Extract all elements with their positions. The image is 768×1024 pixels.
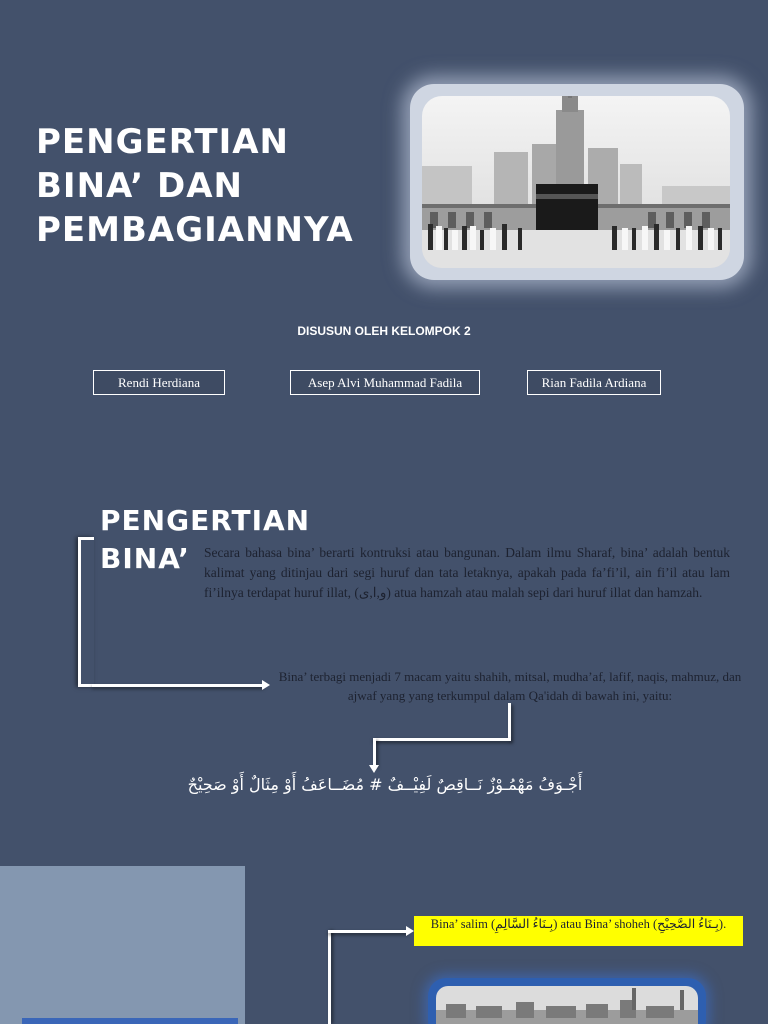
author-name-box: Asep Alvi Muhammad Fadila xyxy=(290,370,480,395)
page-title xyxy=(36,120,416,252)
connector-bracket xyxy=(78,537,94,687)
author-name-box: Rian Fadila Ardiana xyxy=(527,370,661,395)
city-photo-illustration xyxy=(436,986,698,1024)
arrow-down-icon xyxy=(369,765,379,773)
bina-salim-highlight: Bina’ salim (بِـنَاءُ السَّالِمِ) atau Bina’ shoheh (بِـنَاءُ الصَّحِيْحِ). xyxy=(414,916,743,946)
author-byline: DISUSUN OLEH KELOMPOK 2 xyxy=(297,324,471,338)
title-line-3: PEMBAGIANNYA xyxy=(36,210,354,250)
city-photo xyxy=(436,986,698,1024)
title-line-1: PENGERTIAN xyxy=(36,122,289,162)
connector-line xyxy=(373,738,511,741)
definition-paragraph: Secara bahasa bina’ berarti kontruksi atau bangunan. Dalam ilmu Sharaf, bina’ adalah bentuk kalimat yang ditinjau dari segi huruf dan tata letaknya, apakah pada fa’fi’il, ain fi’il atau lam fi’ilnya terdapat huruf illat, (و,ا,ى) atua hamzah atau malah sepi dari huruf illat dan hamzah. xyxy=(204,545,730,600)
side-panel xyxy=(0,866,245,1024)
connector-arrow-line xyxy=(92,684,264,687)
panel-accent-strip xyxy=(22,1018,238,1024)
connector-line xyxy=(373,738,376,766)
kaaba-photo xyxy=(422,96,730,268)
arrow-right-icon xyxy=(406,926,414,936)
arabic-verse: أَجْـوَفُ مَهْمُـوْزٌ نَــاقِصٌ لَفِيْــفٌ # مُضَــاعَفُ أَوْ مِثَالٌ أَوْ صَحِيْحٌ xyxy=(187,775,583,794)
arrow-right-icon xyxy=(262,680,270,690)
kaaba-photo-illustration xyxy=(422,96,730,268)
title-line-2: BINA’ DAN xyxy=(36,166,243,206)
connector-line xyxy=(508,703,511,741)
section-heading-line-1: PENGERTIAN xyxy=(100,504,311,537)
connector-line xyxy=(328,930,331,1024)
connector-arrow-line xyxy=(328,930,408,933)
author-name-box: Rendi Herdiana xyxy=(93,370,225,395)
bina-types-paragraph: Bina’ terbagi menjadi 7 macam yaitu shahih, mitsal, mudha’af, lafif, naqis, mahmuz, dan ajwaf yang yang terkumpul dalam Qa'idah di bawah ini, yaitu: xyxy=(278,669,742,703)
section-heading-line-2: BINA’ xyxy=(100,542,190,575)
